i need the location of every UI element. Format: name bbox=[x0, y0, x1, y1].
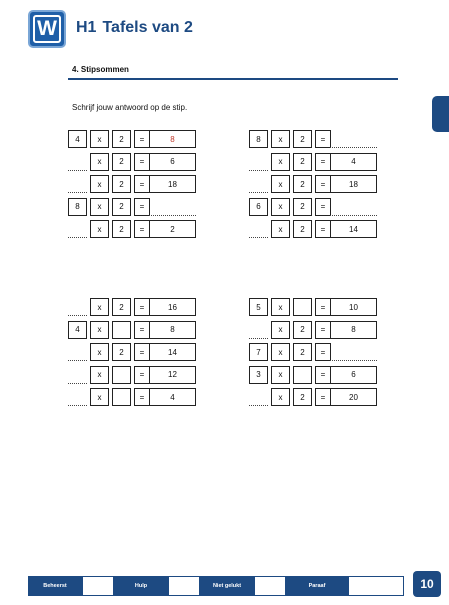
section-title: 4. Stipsommen bbox=[72, 65, 129, 74]
chapter-number: H1 bbox=[76, 19, 97, 36]
multiplier-cell: 2 bbox=[112, 130, 131, 148]
operand-cell: 8 bbox=[249, 130, 268, 148]
answer-blank[interactable] bbox=[68, 343, 87, 361]
instruction-text: Schrijf jouw antwoord op de stip. bbox=[72, 103, 188, 112]
answer-blank[interactable] bbox=[249, 153, 268, 171]
operator-cell: x bbox=[271, 175, 290, 193]
operator-cell: x bbox=[271, 343, 290, 361]
result-cell: 14 bbox=[330, 220, 377, 238]
equals-cell: = bbox=[134, 298, 150, 316]
result-cell: 16 bbox=[149, 298, 196, 316]
multiplier-cell[interactable] bbox=[112, 388, 131, 406]
operator-cell: x bbox=[271, 130, 290, 148]
result-cell: 2 bbox=[149, 220, 196, 238]
footer-box-niet-gelukt[interactable] bbox=[254, 576, 286, 596]
operator-cell: x bbox=[271, 220, 290, 238]
answer-blank[interactable] bbox=[68, 388, 87, 406]
result-cell: 14 bbox=[149, 343, 196, 361]
operator-cell: x bbox=[90, 130, 109, 148]
multiplier-cell: 2 bbox=[293, 220, 312, 238]
operator-cell: x bbox=[90, 198, 109, 216]
operator-cell: x bbox=[90, 153, 109, 171]
equals-cell: = bbox=[134, 130, 150, 148]
logo bbox=[28, 10, 66, 48]
equals-cell: = bbox=[134, 321, 150, 339]
chapter-title: Tafels van 2 bbox=[102, 19, 193, 36]
footer-label-niet-gelukt: Niet gelukt bbox=[200, 576, 254, 596]
equals-cell: = bbox=[315, 220, 331, 238]
multiplier-cell: 2 bbox=[293, 321, 312, 339]
footer-label-beheerst: Beheerst bbox=[28, 576, 82, 596]
equals-cell: = bbox=[134, 366, 150, 384]
equals-cell: = bbox=[134, 198, 150, 216]
answer-blank[interactable] bbox=[330, 198, 377, 216]
result-cell: 10 bbox=[330, 298, 377, 316]
equals-cell: = bbox=[315, 130, 331, 148]
answer-blank[interactable] bbox=[330, 343, 377, 361]
operand-cell: 4 bbox=[68, 130, 87, 148]
side-tab bbox=[432, 96, 449, 132]
operand-cell: 3 bbox=[249, 366, 268, 384]
operator-cell: x bbox=[90, 175, 109, 193]
operator-cell: x bbox=[90, 388, 109, 406]
multiplier-cell: 2 bbox=[293, 153, 312, 171]
equals-cell: = bbox=[315, 366, 331, 384]
answer-blank[interactable] bbox=[68, 366, 87, 384]
multiplier-cell: 2 bbox=[293, 198, 312, 216]
result-cell: 18 bbox=[330, 175, 377, 193]
answer-blank[interactable] bbox=[249, 175, 268, 193]
result-cell: 6 bbox=[330, 366, 377, 384]
equals-cell: = bbox=[315, 388, 331, 406]
answer-blank[interactable] bbox=[68, 220, 87, 238]
equals-cell: = bbox=[134, 220, 150, 238]
result-cell: 4 bbox=[149, 388, 196, 406]
footer-label-paraaf: Paraaf bbox=[286, 576, 348, 596]
footer-box-beheerst[interactable] bbox=[82, 576, 114, 596]
multiplier-cell[interactable] bbox=[293, 298, 312, 316]
result-cell: 20 bbox=[330, 388, 377, 406]
answer-blank[interactable] bbox=[249, 220, 268, 238]
equals-cell: = bbox=[134, 175, 150, 193]
multiplier-cell[interactable] bbox=[112, 321, 131, 339]
multiplier-cell: 2 bbox=[112, 153, 131, 171]
multiplier-cell[interactable] bbox=[112, 366, 131, 384]
operator-cell: x bbox=[90, 321, 109, 339]
answer-blank[interactable] bbox=[68, 175, 87, 193]
result-cell: 8 bbox=[149, 130, 196, 148]
operator-cell: x bbox=[271, 298, 290, 316]
operator-cell: x bbox=[271, 388, 290, 406]
result-cell: 4 bbox=[330, 153, 377, 171]
operator-cell: x bbox=[90, 343, 109, 361]
operand-cell: 5 bbox=[249, 298, 268, 316]
result-cell: 8 bbox=[330, 321, 377, 339]
equals-cell: = bbox=[134, 343, 150, 361]
equals-cell: = bbox=[315, 298, 331, 316]
footer-box-hulp[interactable] bbox=[168, 576, 200, 596]
operand-cell: 8 bbox=[68, 198, 87, 216]
section-divider bbox=[68, 78, 398, 80]
equals-cell: = bbox=[315, 153, 331, 171]
logo-letter: W bbox=[33, 15, 61, 43]
operator-cell: x bbox=[90, 220, 109, 238]
operator-cell: x bbox=[271, 153, 290, 171]
answer-blank[interactable] bbox=[330, 130, 377, 148]
multiplier-cell: 2 bbox=[112, 343, 131, 361]
multiplier-cell: 2 bbox=[293, 175, 312, 193]
result-cell: 12 bbox=[149, 366, 196, 384]
answer-blank[interactable] bbox=[68, 298, 87, 316]
operator-cell: x bbox=[271, 321, 290, 339]
operator-cell: x bbox=[271, 366, 290, 384]
multiplier-cell: 2 bbox=[112, 220, 131, 238]
result-cell: 6 bbox=[149, 153, 196, 171]
result-cell: 18 bbox=[149, 175, 196, 193]
multiplier-cell: 2 bbox=[112, 175, 131, 193]
multiplier-cell: 2 bbox=[293, 388, 312, 406]
answer-blank[interactable] bbox=[249, 388, 268, 406]
page-number: 10 bbox=[413, 571, 441, 597]
footer-label-hulp: Hulp bbox=[114, 576, 168, 596]
equals-cell: = bbox=[315, 321, 331, 339]
equals-cell: = bbox=[315, 198, 331, 216]
operand-cell: 6 bbox=[249, 198, 268, 216]
operand-cell: 4 bbox=[68, 321, 87, 339]
operator-cell: x bbox=[90, 298, 109, 316]
operator-cell: x bbox=[90, 366, 109, 384]
multiplier-cell: 2 bbox=[112, 298, 131, 316]
equals-cell: = bbox=[134, 153, 150, 171]
answer-blank[interactable] bbox=[149, 198, 196, 216]
result-cell: 8 bbox=[149, 321, 196, 339]
operand-cell: 7 bbox=[249, 343, 268, 361]
multiplier-cell[interactable] bbox=[293, 366, 312, 384]
multiplier-cell: 2 bbox=[293, 130, 312, 148]
page-title bbox=[76, 19, 193, 37]
multiplier-cell: 2 bbox=[293, 343, 312, 361]
equals-cell: = bbox=[315, 175, 331, 193]
operator-cell: x bbox=[271, 198, 290, 216]
equals-cell: = bbox=[134, 388, 150, 406]
answer-blank[interactable] bbox=[249, 321, 268, 339]
answer-blank[interactable] bbox=[68, 153, 87, 171]
multiplier-cell: 2 bbox=[112, 198, 131, 216]
equals-cell: = bbox=[315, 343, 331, 361]
footer-box-paraaf[interactable] bbox=[348, 576, 404, 596]
